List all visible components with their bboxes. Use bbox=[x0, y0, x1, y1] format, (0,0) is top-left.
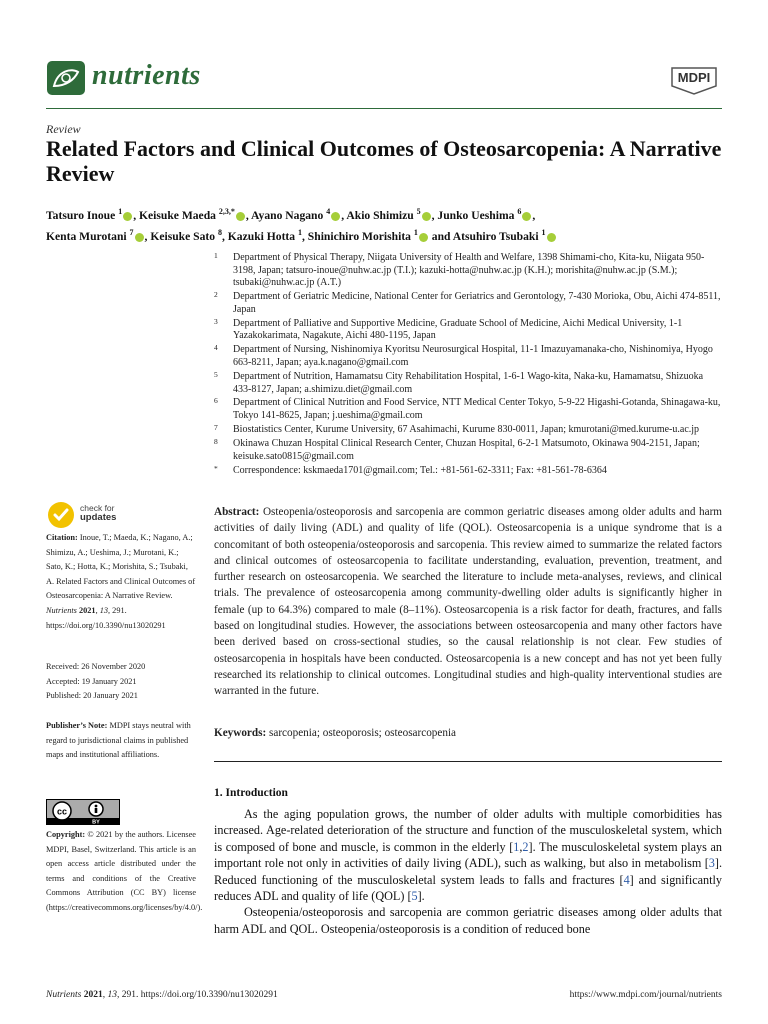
publication-dates bbox=[46, 660, 196, 704]
affiliation-item: 1 Department of Physical Therapy, Niigata University of Health and Welfare, 1398 Shimami-cho, Kita-ku, Niigata 950-3198, Japan; tatsuro-inoue@nuhw.ac.jp (T.I.); kazuki-hotta@nuhw.ac.jp (K.H.); morishita@nuhw.ac.jp (S.M.); tsubaki@nuhw.ac.jp (A.T.) bbox=[214, 251, 705, 289]
header-rule bbox=[46, 108, 722, 109]
orcid-icon[interactable] bbox=[419, 233, 428, 242]
affiliation-item: 8 Okinawa Chuzan Hospital Clinical Research Center, Chuzan Hospital, 6-2-1 Matsumoto, Okinawa 904-2151, Japan; keisuke.sato0815@gmail.com bbox=[214, 437, 700, 462]
publisher-note: Publisher’s Note: MDPI stays neutral with regard to jurisdictional claims in published maps and institutional affiliations. bbox=[46, 721, 191, 760]
copyright-notice: Copyright: © 2021 by the authors. Licensee MDPI, Basel, Switzerland. This article is an open access article distributed under the terms and conditions of the Creative Commons Attribution (CC BY) license (https://creativecommons.org/licenses/by/4.0/). bbox=[46, 830, 203, 912]
reference-link[interactable]: 5 bbox=[411, 889, 418, 904]
section-body bbox=[214, 806, 722, 937]
publisher-name: MDPI bbox=[677, 70, 711, 85]
author[interactable]: Ayano Nagano $^4$ bbox=[251, 209, 341, 222]
updates-label[interactable]: updates bbox=[80, 512, 117, 523]
affiliation-item: 2 Department of Geriatric Medicine, National Center for Geriatrics and Gerontology, 7-430 Morioka, Obu, Aichi 474-8511, Japan bbox=[214, 290, 721, 315]
orcid-icon[interactable] bbox=[236, 212, 245, 221]
paragraph: Osteopenia/osteoporosis and sarcopenia are common geriatric diseases among older adults that harm ADL and QOL. Osteopenia/osteoporosis is a condition of reduced bone bbox=[214, 905, 722, 936]
nutrients-logo-icon bbox=[46, 60, 86, 96]
affiliation-item: 3 Department of Palliative and Supportive Medicine, Graduate School of Medicine, Aichi Medical University, 1-1 Yazakokarimata, Nagakute, Aichi 480-1195, Japan bbox=[214, 316, 683, 342]
reference-link[interactable]: 3 bbox=[708, 856, 715, 871]
orcid-icon[interactable] bbox=[331, 212, 340, 221]
footer-citation: Nutrients 2021, 13, 291. https://doi.org/10.3390/nu13020291 bbox=[46, 990, 278, 1000]
author[interactable]: Kenta Murotani $^7$ bbox=[46, 230, 145, 243]
author[interactable]: Tatsuro Inoue $^1$ bbox=[46, 209, 133, 222]
cc-by-license-icon[interactable] bbox=[46, 799, 120, 825]
section-heading: 1. Introduction bbox=[214, 787, 288, 799]
abstract-label: Abstract: bbox=[214, 506, 260, 518]
check-for-label[interactable]: check for bbox=[80, 503, 115, 513]
by-glyph: BY bbox=[92, 819, 100, 825]
received-date: Received: 26 November 2020 bbox=[46, 662, 146, 671]
affiliations bbox=[214, 252, 722, 479]
reference-link[interactable]: 2 bbox=[522, 839, 529, 854]
author-list: Tatsuro Inoue $^1$ , Keisuke Maeda $^{2,3,*}$ , Ayano Nagano $^4$ , Akio Shimizu $^5$ , Junko Ueshima $^6$ , Kenta Murotani $^7$ , Keisuke Sato $^8$, Kazuki Hotta $^1$, Shinichiro Morishita $^1$ and Atsuhiro Tsubaki $^1$ bbox=[46, 203, 722, 245]
citation-block: Citation: Inoue, T.; Maeda, K.; Nagano, A.; Shimizu, A.; Ueshima, J.; Murotani, K.; Sato, K.; Hotta, K.; Morishita, S.; Tsubaki, A. Related Factors and Clinical Outcomes of Osteosarcopenia: A Narrative Review. Nutrients 2021, 13, 291. https://doi.org/10.3390/nu13020291 bbox=[46, 533, 196, 630]
author[interactable]: Kazuki Hotta $^1$ bbox=[227, 227, 302, 243]
affiliation-item: 6 Department of Clinical Nutrition and Food Service, NTT Medical Center Tokyo, 5-9-22 Higashi-Gotanda, Shinagawa-ku, Tokyo 141-8625, Japan; j.ueshima@gmail.com bbox=[214, 396, 721, 422]
journal-name: nutrients bbox=[92, 60, 201, 91]
article-type: Review bbox=[46, 122, 81, 136]
correspondence: * Correspondence: kskmaeda1701@gmail.com; Tel.: +81-561-62-3311; Fax: +81-561-78-6364 bbox=[214, 463, 607, 476]
check-for-updates-icon[interactable] bbox=[46, 500, 76, 530]
author[interactable]: Akio Shimizu $^5$ bbox=[346, 209, 431, 222]
abstract bbox=[214, 504, 722, 700]
accepted-date: Accepted: 19 January 2021 bbox=[46, 676, 137, 686]
orcid-icon[interactable] bbox=[522, 212, 531, 221]
affiliation-item: 7 Biostatistics Center, Kurume University, 67 Asahimachi, Kurume 830-0011, Japan; kmurotani@med.kurume-u.ac.jp bbox=[214, 423, 700, 436]
author[interactable]: Junko Ueshima $^6$ bbox=[437, 209, 532, 222]
author[interactable]: Keisuke Maeda $^{2,3,*}$ bbox=[139, 209, 246, 222]
orcid-icon[interactable] bbox=[135, 233, 144, 242]
orcid-icon[interactable] bbox=[547, 233, 556, 242]
paragraph: As the aging population grows, the number of older adults with multiple comorbidities has increased. Age-related deterioration of the structure and function of the musculoskeletal system, which is composed of bone and muscle, is common in the elderly [1,2]. The musculoskeletal system plays an important role not only in activities of daily living (ADL), such as walking, but also in metabolism [3]. Reduced functioning of the musculoskeletal system leads to falls and fractures [4] and significantly reduces ADL and quality of life (QOL) [5]. bbox=[214, 807, 722, 904]
section-divider bbox=[214, 761, 722, 762]
orcid-icon[interactable] bbox=[422, 212, 431, 221]
footer-journal-url[interactable]: https://www.mdpi.com/journal/nutrients bbox=[569, 990, 722, 1000]
reference-link[interactable]: 4 bbox=[623, 872, 630, 887]
author[interactable]: Keisuke Sato $^8$ bbox=[150, 227, 222, 243]
author[interactable]: Atsuhiro Tsubaki $^1$ bbox=[453, 230, 557, 243]
published-date: Published: 20 January 2021 bbox=[46, 691, 138, 701]
article-title: Related Factors and Clinical Outcomes of Osteosarcopenia: A Narrative Review bbox=[46, 136, 722, 186]
author[interactable]: Shinichiro Morishita $^1$ bbox=[308, 230, 429, 243]
orcid-icon[interactable] bbox=[123, 212, 132, 221]
affiliation-item: 5 Department of Nutrition, Hamamatsu City Rehabilitation Hospital, 1-6-1 Wago-kita, Naka-ku, Hamamatsu, Shizuoka 433-8127, Japan; a.shimizu.diet@gmail.com bbox=[214, 369, 704, 395]
reference-link[interactable]: 1 bbox=[513, 839, 520, 854]
affiliation-item: 4 Department of Nursing, Nishinomiya Kyoritsu Neurosurgical Hospital, 11-1 Imazuyamanaka-cho, Nishinomiya, Hyogo 663-8211, Japan; aya.k.nagano@gmail.com bbox=[214, 343, 713, 368]
abstract-text: Osteopenia/osteoporosis and sarcopenia are common geriatric diseases among older adults and harm activities of daily living (ADL) and quality of life (QOL). Osteosarcopenia is a unique syndrome that is a concomitant of both osteopenia/osteoporosis and sarcopenia. This review aimed to summarize the related factors and clinical outcomes of osteosarcopenia to facilitate understanding, evaluation, prevention, treatment, and further research on osteosarcopenia. We searched the literature to include meta-analyses, reviews, and clinical trials. The prevalence of osteosarcopenia among community-dwelling older adults is significantly higher in female (up to 64.3%) compared to male (8–11%). Osteosarcopenia is a risk factor for death, fractures, and falls based on longitudinal studies. However, the associations between osteosarcopenia and many other factors have been derived based on cross-sectional studies, so the causal relationship is not clear. Few studies of osteosarcopenia in hospitals have been conducted. Osteosarcopenia is a new concept and has not yet been fully researched its relationship to clinical outcomes. Longitudinal studies and high-quality interventional studies are warranted in the future. bbox=[214, 506, 722, 698]
cc-glyph: cc bbox=[56, 806, 68, 817]
keywords: Keywords: sarcopenia; osteoporosis; osteosarcopenia bbox=[214, 727, 457, 739]
